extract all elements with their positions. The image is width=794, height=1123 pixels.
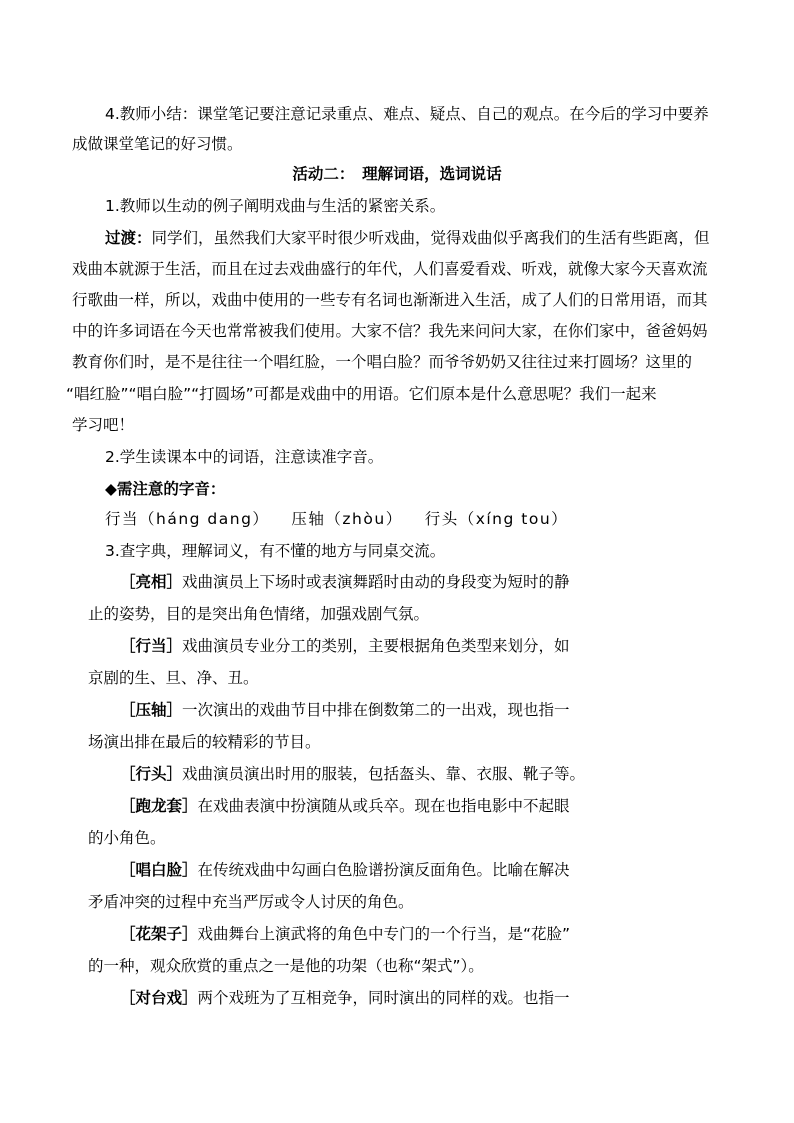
glossary-entry-paolongtao: [120, 796, 570, 816]
transition-line-3: 行歌曲一样，所以，戏曲中使用的一些专有名词也渐渐进入生活，成了人们的日常用语，而其: [72, 291, 708, 309]
glossary-term: ［行头］: [120, 765, 183, 783]
glossary-entry-duitaixi: [120, 988, 570, 1008]
glossary-definition: 在戏曲表演中扮演随从或兵卒。现在也指电影中不起眼: [197, 797, 570, 815]
glossary-continuation: 京剧的生、旦、净、丑。: [88, 669, 259, 687]
glossary-continuation: 场演出排在最后的较精彩的节目。: [88, 733, 321, 751]
summary-line-2: 成做课堂笔记的好习惯。: [72, 135, 243, 153]
transition-label: 过渡：: [105, 229, 152, 247]
transition-line-4: 中的许多词语在今天也常常被我们使用。大家不信？我先来问问大家，在你们家中，爸爸妈妈: [72, 322, 708, 340]
glossary-definition: 戏曲演员专业分工的类别，主要根据角色类型来划分，如: [182, 637, 570, 655]
pronunciation-item-yazhou: 压轴（zhòu）: [291, 510, 403, 528]
step-3: 3.查字典，理解词义，有不懂的地方与同桌交流。: [105, 542, 446, 560]
glossary-continuation: 的一种，观众欣赏的重点之一是他的功架（也称“架式”）。: [88, 957, 484, 975]
glossary-term: ［对台戏］: [120, 989, 198, 1007]
glossary-definition: 戏曲演员上下场时或表演舞蹈时由动的身段变为短时的静: [182, 573, 570, 591]
transition-line-7: 学习吧！: [72, 416, 135, 434]
glossary-entry-xingtou: [120, 764, 585, 784]
pronunciation-item-hangdang: 行当（háng dang）: [105, 510, 270, 528]
transition-line-5: 教育你们时，是不是往往一个唱红脸，一个唱白脸？而爷爷奶奶又往往过来打圆场？这里的: [72, 353, 693, 371]
transition-line-2: 戏曲本就源于生活，而且在过去戏曲盛行的年代，人们喜爱看戏、听戏，就像大家今天喜欢流: [72, 260, 708, 278]
glossary-term: ［花架子］: [120, 925, 198, 943]
pronunciation-item-xingtou: 行头（xíng tou）: [424, 510, 569, 528]
glossary-entry-hangdang: [120, 636, 570, 656]
step-2: 2.学生读课本中的词语，注意读准字音。: [105, 448, 384, 466]
glossary-term: ［唱白脸］: [120, 861, 198, 879]
glossary-term: ［亮相］: [120, 573, 183, 591]
step-1: 1.教师以生动的例子阐明戏曲与生活的紧密关系。: [105, 197, 446, 215]
glossary-entry-liangxiang: [120, 572, 570, 592]
transition-line-6: “唱红脸”“唱白脸”“打圆场”可都是戏曲中的用语。它们原本是什么意思呢？我们一起来: [66, 385, 657, 403]
activity-heading: 活动二： 理解词语，选词说话: [292, 165, 502, 183]
glossary-term: ［行当］: [120, 637, 183, 655]
summary-line-1: 4.教师小结：课堂笔记要注意记录重点、难点、疑点、自己的观点。在今后的学习中要养: [105, 105, 709, 123]
glossary-entry-yazhou: [120, 700, 570, 720]
glossary-definition: 一次演出的戏曲节目中排在倒数第二的一出戏，现也指一: [182, 701, 570, 719]
glossary-continuation: 的小角色。: [88, 829, 166, 847]
glossary-term: ［跑龙套］: [120, 797, 198, 815]
glossary-entry-changbailian: [120, 860, 570, 880]
glossary-definition: 两个戏班为了互相竞争，同时演出的同样的戏。也指一: [197, 989, 570, 1007]
glossary-continuation: 止的姿势，目的是突出角色情绪，加强戏剧气氛。: [88, 605, 430, 623]
transition-text-1: 同学们，虽然我们大家平时很少听戏曲，觉得戏曲似乎离我们的生活有些距离，但: [151, 229, 710, 247]
glossary-definition: 戏曲演员演出时用的服装，包括盔头、靠、衣服、靴子等。: [182, 765, 586, 783]
pronunciation-heading: ◆需注意的字音：: [105, 480, 226, 498]
glossary-continuation: 矛盾冲突的过程中充当严厉或令人讨厌的角色。: [88, 893, 414, 911]
glossary-term: ［压轴］: [120, 701, 183, 719]
glossary-definition: 在传统戏曲中勾画白色脸谱扮演反面角色。比喻在解决: [197, 861, 570, 879]
pronunciation-items: [105, 509, 568, 529]
glossary-definition: 戏曲舞台上演武将的角色中专门的一个行当，是“花脸”: [197, 925, 571, 943]
glossary-entry-huajiazi: [120, 924, 570, 944]
transition-line-1: [105, 228, 710, 248]
